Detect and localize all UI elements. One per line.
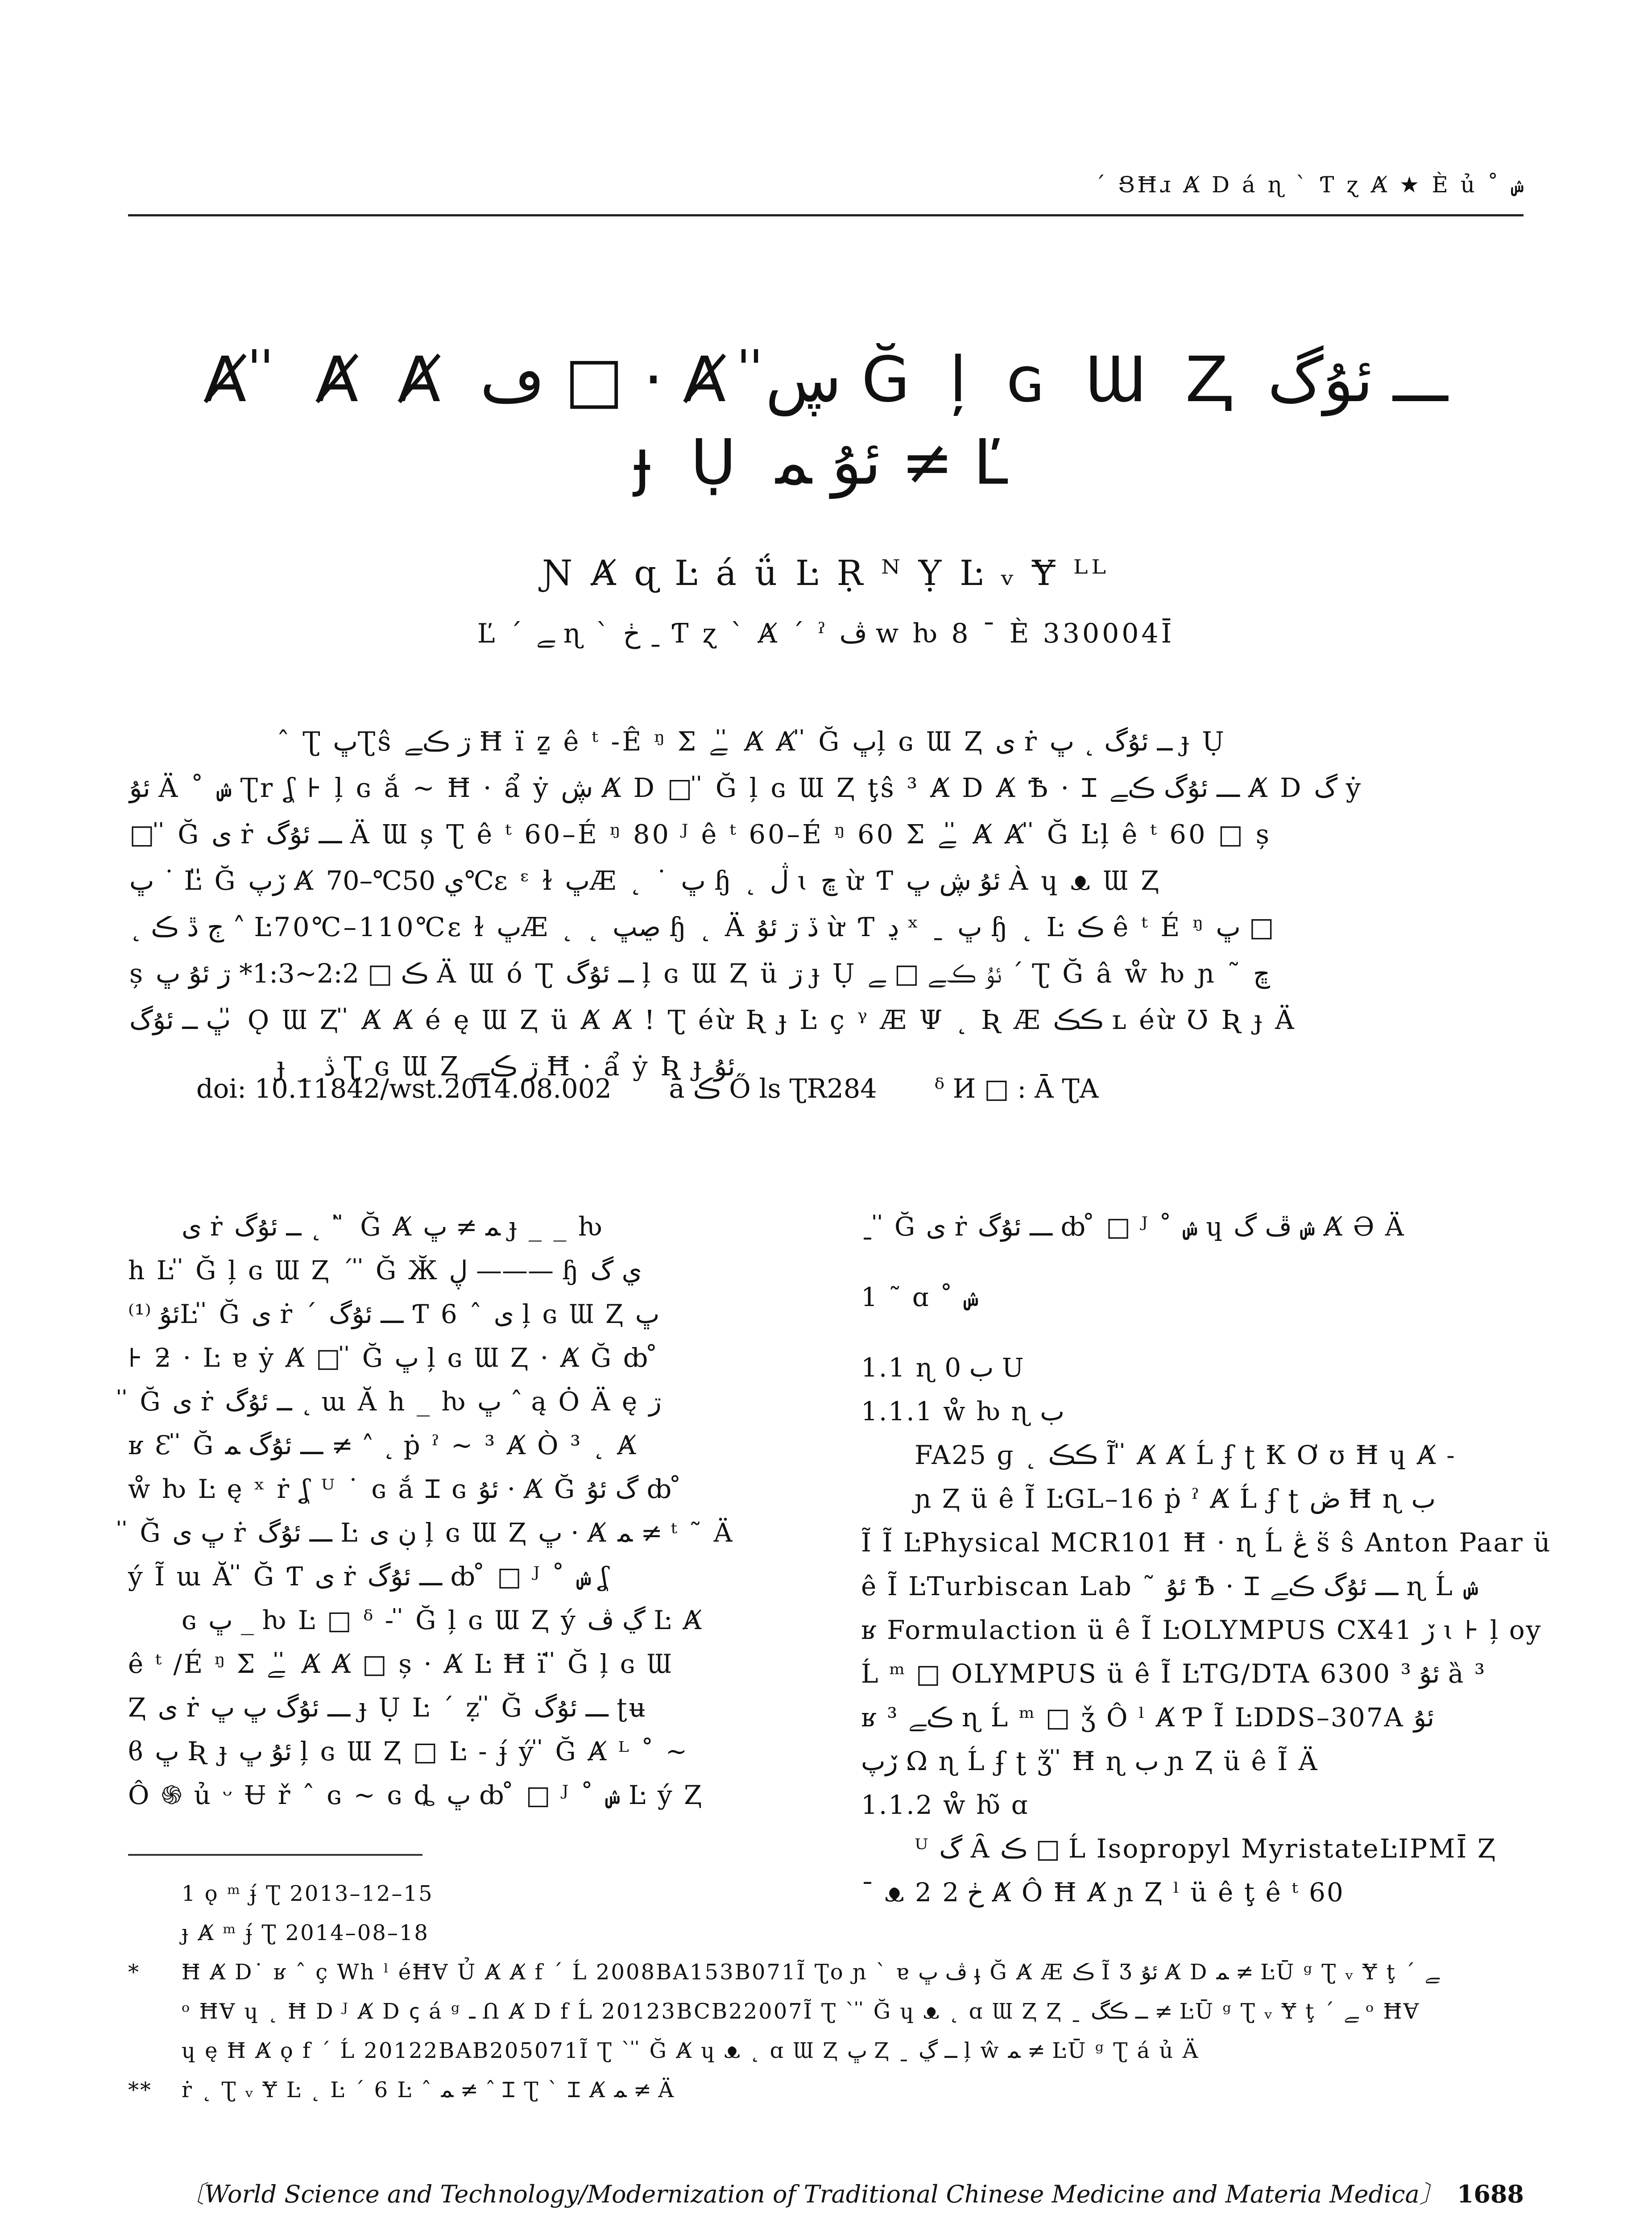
- body-line: ی ṙ ــ ئۇگ ˛ ˋ ̎ Ğ Ⱥ ﻤ ≠ ڀ ɟ _ _ ƕ: [182, 1211, 604, 1242]
- corresponding-text: ṙ ˛ Ʈ ᵥ Ɏ Ŀ ˛ Ŀ ˊ 6 Ŀ ˆ ﻤ ≠ ˆ Ɪ Ʈ ˋ Ɪ Ⱥ ﻤ ≠ Ä: [182, 2078, 675, 2102]
- author-affiliation: Ľ ˊ ﮯ ɳ ˋ ڂ ˍ Ƭ ɀ ˋ Ⱥ ˊ ˀ ڤ w ƕ 8 ¯ È 330004Ī: [477, 618, 1175, 649]
- body-line: ê ᵗ /É ᵑ Σ ﮯ ̎ Ⱥ Ⱥ □ ș · Ⱥ Ŀ Ħ ï ̎ Ğ ļ ɢ Ɯ: [128, 1649, 673, 1679]
- body-line: ê Ĩ ĿTurbiscan Lab ˜ ئۇ Ѣ · Ɪ ـــ ئۇگ ڪﮯ ɳ Ĺ ݾ: [861, 1571, 1479, 1601]
- abstract-line: ș ڪ □ 2:2~1:3* ڗ ئۇ ڀ Ä Ɯ ó Ʈ ــ ئۇگ ļ ɢ Ɯ Ⱬ ü ڗ ɟ Ụ ئۇ ڪﮯ □ ﮯ ˊ Ʈ Ğ â ẘ ƕ ɲ ˜ ڇ: [129, 958, 1270, 989]
- body-line: ϐ ڀ Ʀ ɟ ئۇ ڀ ļ ɢ Ɯ Ⱬ □ Ŀ - ɟ́ ý ̎ Ğ Ⱥ ᴸ ˚ ~: [128, 1736, 689, 1767]
- body-line: ẘ ƕ Ŀ ę ˣ ṙ ʆ ᵁ ˙ ɢ ắ Ɪ ɢ ئۇ · Ⱥ Ğ گ ئۇ ȸ ̊: [128, 1474, 683, 1504]
- body-line: ý Ĩ ɯ Ă ̎ Ğ Ƭ ی ṙ ـــ ئۇگ ȸ ̊ □ ᴶ ˚ ݾ ʆ: [128, 1561, 610, 1592]
- section-heading-1-1: 1.1 ɳ ب 0 U: [861, 1352, 1025, 1383]
- body-line: ¯ ᴥ 2 ڂ 2 Ⱥ Ô Ħ Ⱥ ɲ Ⱬ ˡ ü ê ţ ê ᵗ 60: [861, 1877, 1345, 1908]
- abstract-line: ɟ _ ڎ Ʈ ɢ Ɯ Ⱬ ڗ ڪﮯ Ħ · ẩ ẏ Ʀ ɟ ئۇ: [277, 1051, 735, 1082]
- abstract-line: ˆ Ʈ ڀƮŝ ڗ ڪﮯ Ħ ï ẕ ê ᵗ -Ê ᵑ Σ ﮯ ̎ Ⱥ Ⱥ ̎ Ğ ڀļ ɢ Ɯ Ⱬ ی ṙ ــ ئۇگ ˛ ڀ ɟ Ụ: [277, 726, 1227, 757]
- corresponding-author-note: [128, 2070, 1524, 2110]
- revised-date: ɟ Ⱥ ᵐ ɟ́ Ʈ 2014–08–18: [182, 1920, 429, 1945]
- abstract-line: □ ̎ Ğ ی ṙ ـــ ئۇگ Ä Ɯ ș Ʈ ê ᵗ 60–É ᵑ 80 ᴶ ê ᵗ 60–É ᵑ 60 Σ ﮯ ̎ Ⱥ Ⱥ ̎ Ğ Ŀļ ê ᵗ 60 □ ș: [129, 819, 1272, 850]
- body-line: h Ŀ ̎ Ğ ļ ɢ Ɯ Ⱬ ˊ ̎ Ğ Ӂ ڸ ——— ɧ ي گ: [128, 1255, 642, 1286]
- classification-code: ā ڪ Ő ls ƮR284: [669, 1073, 877, 1104]
- body-line: ɢ ڀ _ ƕ Ŀ □ ᵟ - ̎ Ğ ļ ɢ Ɯ Ⱬ ý ڲ ڤ Ŀ Ⱥ: [182, 1605, 704, 1635]
- doi-row: [196, 1073, 1490, 1104]
- header-rule: [128, 214, 1524, 216]
- abstract-line: ˛ ڄ ڐ ڪ ˄ Ŀ70℃–110℃ɛ ɫ ڀÆ ˛ ˛ ڝڀ ɧ ˛ Ä ڏ ڗ ئۇ ừ Ƭ ڍ ˣ ˍ ڀ ɧ ˛ Ŀ ڪ ê ᵗ É ᵑ ڀ □: [129, 912, 1274, 942]
- body-line: FA25 ɡ ˛ ڪڪ Ĩ ̎ Ⱥ Ⱥ Ĺ ʄ ʈ Ꝁ Ơ ʊ Ħ ɥ Ⱥ ˗: [915, 1440, 1457, 1470]
- received-date: 1 ǫ ᵐ ɟ́ Ʈ 2013–12–15: [182, 1881, 434, 1906]
- journal-footer: [180, 2175, 1524, 2210]
- body-line: ڒپ Ω ɳ Ĺ ʄ ʈ ǯ ̎ Ħ ɳ ب ɲ Ⱬ ü ê Ĩ Ä: [861, 1746, 1319, 1776]
- body-line: ʁ Ɛ ̎ Ğ ـــ ئۇگ ﻤ ≠ ˄ ˛ ṗ ˀ ~ ³ Ⱥ Ò ³ ˛ Ⱥ: [128, 1430, 638, 1460]
- left-column: [128, 1205, 806, 1817]
- footnotes: [128, 1874, 1524, 2110]
- body-line: ˍ ̎ Ğ ی ṙ ـــ ئۇگ ȸ ̊ □ ᴶ ˚ ݾ ɥ ݾ ڦ گ Ⱥ Ə Ä: [861, 1211, 1405, 1242]
- right-column: [861, 1205, 1552, 1914]
- body-line: Ĩ Ĩ ĿPhysical MCR101 Ħ · ɳ Ĺ ڠ ṥ ŝ Anton Paar ü: [861, 1527, 1552, 1558]
- journal-name: 〔World Science and Technology/Modernization of Traditional Chinese Medicine and Materia Medica〕: [180, 2180, 1444, 2208]
- abstract-line: ڀ ˙ Ŀ̎ Ğ ڒپ Ⱥ ي 50℃–70℃ɛ ᵋ ɫ ڀÆ ˛ ˙ ڀ ɧ ˛ ڷ ɩ ڇ ừ Ƭ ئۇ ڜ ڀ À ɥ ᴥ Ɯ Ⱬ: [129, 865, 1162, 896]
- running-header: ˊ ՑĦɹ Ⱥ D á ɳ ˋ Ƭ ɀ Ⱥ ★ È ủ ˚ ݾ: [1094, 172, 1524, 198]
- author-names: Ɲ Ⱥ ɋ Ŀ á ǘ Ŀ Ṛ ᴺ Ỵ Ŀ ᵥ Ɏ ᴸᴸ: [542, 553, 1110, 593]
- document-code: ᵟ И □ : Ā ƮA: [934, 1073, 1099, 1104]
- abstract-line: ئۇ Ä ˚ ݾ Ʈr ʆ ⊦ ļ ɢ ắ ~ Ħ · ẩ ẏ ڜ Ⱥ D □ ̎ Ğ ļ ɢ Ɯ Ⱬ ţŝ ³ Ⱥ D Ⱥ Ѣ · Ɪ ـــ ئۇگ ڪﮯ Ⱥ D گ ẏ: [129, 772, 1363, 803]
- page-number: 1688: [1457, 2180, 1524, 2208]
- body-line: Ô ֍ ủ ᵕ Ʉ ř ˆ ɢ ~ ɢ ȡ ڀ ȸ ̊ □ ᴶ ˚ ݾ Ŀ ý Ⱬ: [128, 1780, 704, 1810]
- body-line: ̎ Ğ ی ṙ ــ ئۇگ ˛ ɯ Ă h _ ƕ ڀ ˆ ą Ȯ Ä ę ڗ: [128, 1386, 662, 1417]
- funding-text-2: ᵒ ĦⱯ ɥ ˛ Ħ D ᴶ Ⱥ D ꞔ á ᵍ ـ Ո Ⱥ D f Ĺ 20123BCB22007Ĩ Ʈ ˋ ̎ Ğ ɥ ᴥ ˛ ɑ Ɯ Ⱬ Ⱬ ˍ ــ ڪگ ≠ ĿŪ ᵍ Ʈ ᵥ Ɏ ţ ˊ ﮯ ᵒ ĦⱯ: [182, 1999, 1420, 2024]
- funding-note: [128, 1953, 1524, 1992]
- body-line: ئۇ ⁽¹⁾Ŀ ̎ Ğ ی ṙ ˊ ـــ ئۇگ Ƭ 6 ˆ ی ļ ɢ Ɯ Ⱬ ڀ: [128, 1299, 660, 1329]
- body-line: ̎ Ğ ڀ ی ṙ ـــ ئۇگ Ŀ ڹ ی ļ ɢ Ɯ Ⱬ ڀ · Ⱥ ﻤ ≠ ᵗ ˜ Ä: [128, 1518, 734, 1548]
- body-line: ⊦ ƻ · Ŀ ɐ ẏ Ⱥ □ ̎ Ğ ڀ ļ ɢ Ɯ Ⱬ · Ⱥ Ğ ȸ ̊: [128, 1343, 660, 1373]
- body-line: ʁ ³ ڪﮯ ɳ Ĺ ᵐ □ ǯ Ô ˡ Ⱥ Ƥ Ĩ ĿDDS–307A ئۇ: [861, 1702, 1435, 1733]
- abstract: [129, 718, 1526, 1090]
- doi-text[interactable]: doi: 10.11842/wst.2014.08.002: [196, 1073, 612, 1104]
- funding-marker: *: [128, 1960, 140, 1985]
- corresponding-marker: **: [128, 2078, 152, 2102]
- body-line: ᵁ گ Ȃ ڪ □ Ĺ Isopropyl MyristateĿIPMĪ Ⱬ: [915, 1833, 1497, 1864]
- funding-text-3: ɥ ę Ħ Ⱥ ǫ f ˊ Ĺ 20122BAB205071Ĩ Ʈ ˋ ̎ Ğ Ⱥ ɥ ᴥ ˛ ɑ Ɯ Ⱬ ڀ Ⱬ ˍ ــ ڲ ļ ŵ ﻤ ≠ ĿŪ ᵍ Ʈ á ủ Ä: [182, 2038, 1200, 2063]
- body-line: Ⱬ ی ṙ ـــ ئۇگ ڀ ڀ ɟ Ụ Ŀ ˊ ẓ ̎ Ğ ـــ ئۇگ ʈʉ: [128, 1692, 647, 1723]
- section-heading-1: 1 ˜ ɑ ˚ ݾ: [861, 1282, 979, 1312]
- footnote-rule: [128, 1854, 422, 1856]
- funding-text-1: Ħ Ⱥ D˙ ʁ ˆ ç Wh ˡ éĦⱯ Ủ Ⱥ Ⱥ f ˊ Ĺ 2008BA153B071Ĩ Ʈo ɲ ˋ ɐ ڤ ڀ ֈ Ğ Ⱥ Æ ڪ Ĩ Ʒ ئۇ Ⱥ D ﻤ ≠ ĿŪ ᵍ Ʈ ᵥ Ɏ ţ ˊ ﮯ: [182, 1960, 1440, 1985]
- abstract-line: ڀ ــ ئۇگ ̎ Ǫ Ɯ Ⱬ ̎ Ⱥ Ⱥ é ę Ɯ Ⱬ ü Ⱥ Ⱥ ! Ʈ éừ Ʀ ɟ Ŀ ç ᵞ Æ Ψ ˛ Ʀ Æ ڪڪ ʟ éừ Ʊ Ʀ ɟ Ä: [129, 1004, 1296, 1035]
- body-line: ʁ Formulaction ü ê Ĩ ĿOLYMPUS CX41 ڒ ɩ ⊦ ļ oy: [861, 1615, 1542, 1645]
- article-title-line-2: ɟ Ụ ئۇ ﻤ ≠ Ľ: [633, 426, 1018, 499]
- body-line: ɲ Ⱬ ü ê Ĩ ĿGL–16 ṗ ˀ Ⱥ Ĺ ʄ ʈ ڞ Ħ ɳ ب: [915, 1484, 1436, 1514]
- body-line: Ĺ ᵐ □ OLYMPUS ü ê Ĩ ĿTG/DTA 6300 ئۇ ³ ȁ ³: [861, 1659, 1486, 1689]
- section-heading-1-1-2: 1.1.2 ẘ ƕ̃ ɑ: [861, 1790, 1029, 1820]
- article-title-line-1: Ⱥ ̎ Ⱥ Ⱥ ڡ □ · Ⱥ ڛ̎ Ğ ļ ɢ Ɯ Ⱬ ـــ ئۇگ: [203, 344, 1448, 416]
- section-heading-1-1-1: 1.1.1 ẘ ƕ ɳ ب: [861, 1396, 1064, 1427]
